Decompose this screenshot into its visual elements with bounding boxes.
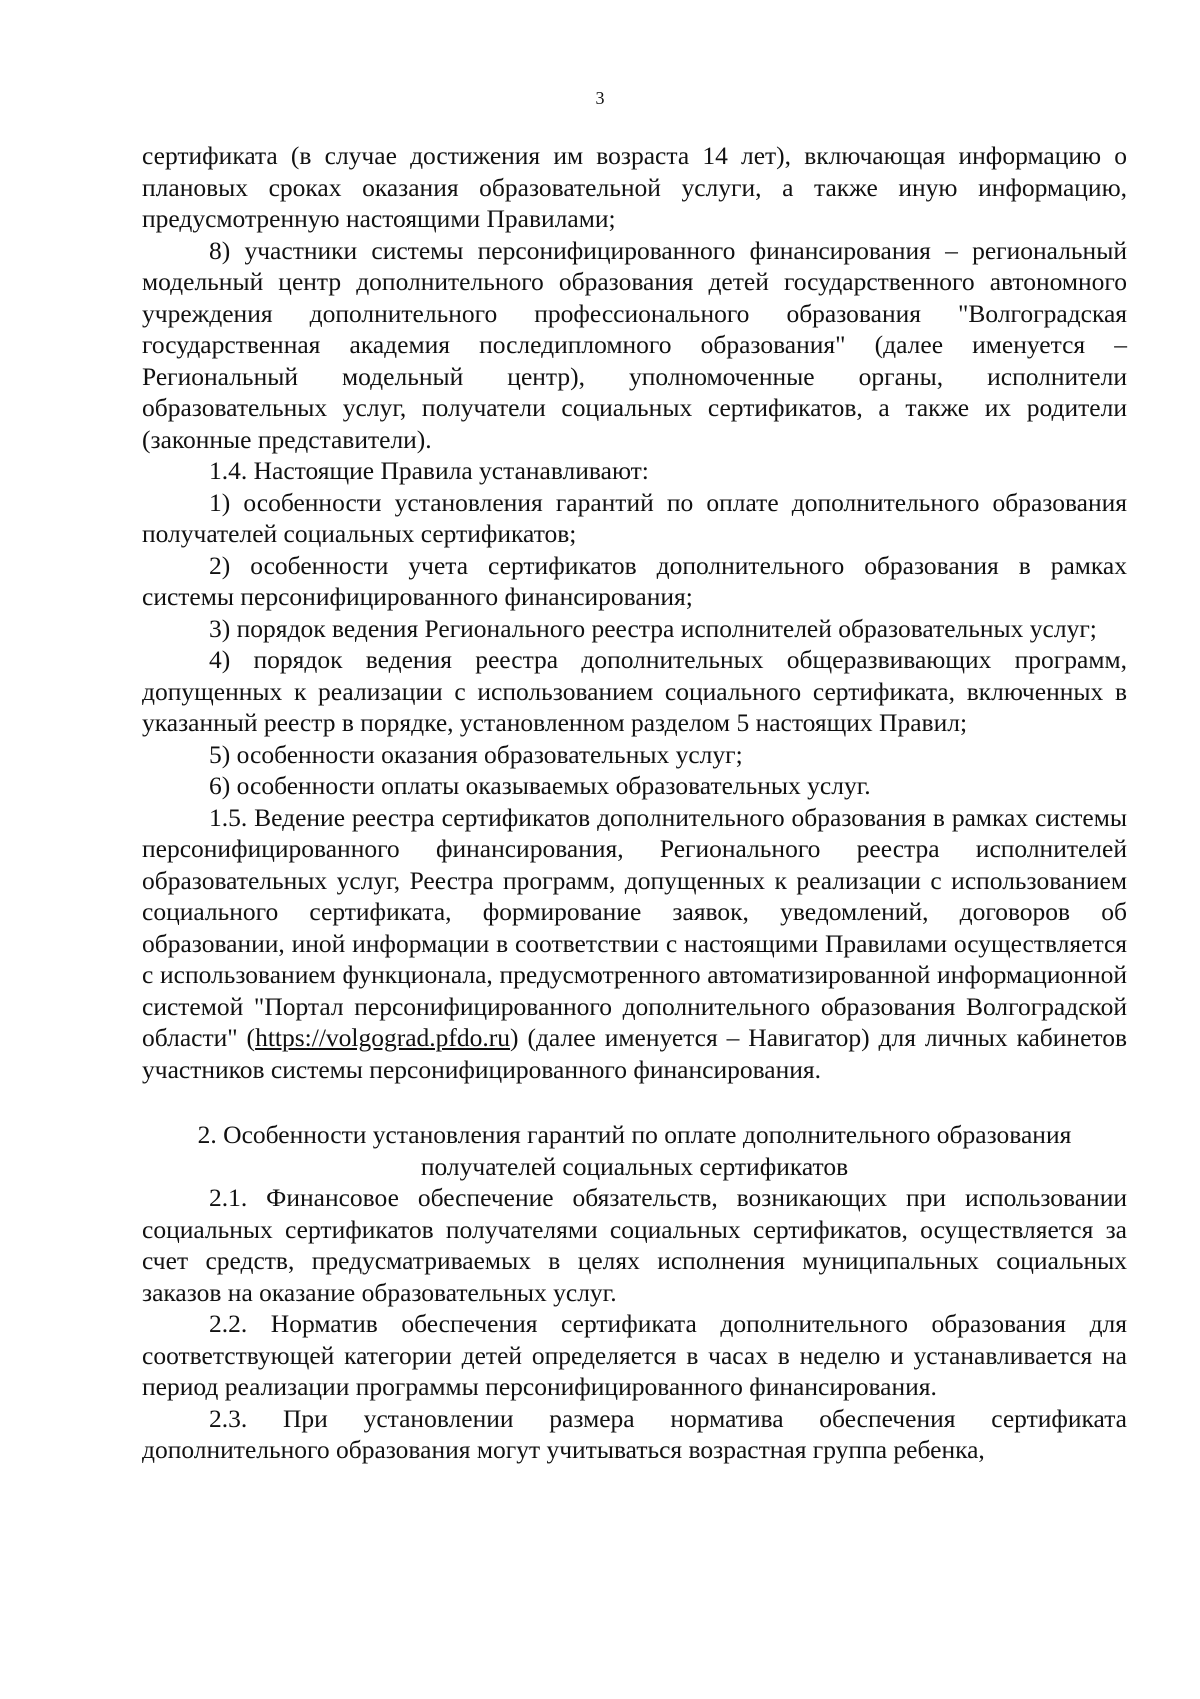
- section-2-heading: [142, 1119, 1127, 1182]
- paragraph-1-4-item-1: 1) особенности установления гарантий по оплате дополнительного образования получателей социальных сертификатов;: [142, 487, 1127, 548]
- navigator-link[interactable]: https://volgograd.pfdo.ru: [255, 1023, 511, 1052]
- document-body: [142, 140, 1127, 1466]
- paragraph-1-4-item-6: 6) особенности оплаты оказываемых образовательных услуг.: [209, 771, 871, 800]
- paragraph-1-4-item-2: 2) особенности учета сертификатов дополнительного образования в рамках системы персонифицированного финансирования;: [142, 550, 1127, 611]
- paragraph-1-4-item-5: 5) особенности оказания образовательных услуг;: [209, 739, 743, 769]
- section-2-heading-line-2: получателей социальных сертификатов: [420, 1151, 849, 1181]
- paragraph-2-3: 2.3. При установлении размера норматива обеспечения сертификата дополнительного образования могут учитываться возрастная группа ребенка,: [142, 1403, 1127, 1464]
- paragraph-1-4-item-3: 3) порядок ведения Регионального реестра исполнителей образовательных услуг;: [209, 613, 1097, 643]
- paragraph-item-8: 8) участники системы персонифицированного финансирования – региональный модельный центр дополнительного образования детей государственного автономного учреждения дополнительного профессионального образования "Волгоградская государственная академия последипломного образования" (далее именуется – Региональный модельный центр), уполномоченные органы, исполнители образовательных услуг, получатели социальных сертификатов, а также их родители (законные представители).: [142, 235, 1127, 454]
- paragraph-1-5-text-start: 1.5. Ведение реестра сертификатов дополнительного образования в рамках системы персонифицированного финансирования, Регионального реестра исполнителей образовательных услуг, Реестра программ, допущенных к реализации с использованием социального сертификата, формирование заявок, уведомлений, договоров об образовании, иной информации в соответствии с настоящими Правилами осуществляется с использованием функционала, предусмотренного автоматизированной информационной системой "Портал персонифицированного дополнительного образования Волгоградской области" (: [142, 802, 1127, 1052]
- paragraph-1-4-item-4: 4) порядок ведения реестра дополнительных общеразвивающих программ, допущенных к реализации с использованием социального сертификата, включенных в указанный реестр в порядке, установленном разделом 5 настоящих Правил;: [142, 645, 1127, 737]
- section-2-heading-line-1: 2. Особенности установления гарантий по оплате дополнительного образования: [197, 1120, 1072, 1149]
- page-number: 3: [595, 88, 605, 108]
- paragraph-2-2: 2.2. Норматив обеспечения сертификата дополнительного образования для соответствующей категории детей определяется в часах в неделю и устанавливается на период реализации программы персонифицированного финансирования.: [142, 1309, 1127, 1401]
- paragraph-1-5: [142, 802, 1127, 1086]
- paragraph-continuation: сертификата (в случае достижения им возраста 14 лет), включающая информацию о плановых сроках оказания образовательной услуги, а также иную информацию, предусмотренную настоящими Правилами;: [142, 141, 1127, 233]
- paragraph-1-5-text-end: ) (далее именуется – Навигатор) для личных кабинетов участников системы персонифицированного финансирования.: [142, 1023, 1127, 1084]
- paragraph-1-4: 1.4. Настоящие Правила устанавливают:: [209, 456, 649, 485]
- paragraph-2-1: 2.1. Финансовое обеспечение обязательств, возникающих при использовании социальных сертификатов получателями социальных сертификатов, осуществляется за счет средств, предусматриваемых в целях исполнения муниципальных социальных заказов на оказание образовательных услуг.: [142, 1183, 1127, 1307]
